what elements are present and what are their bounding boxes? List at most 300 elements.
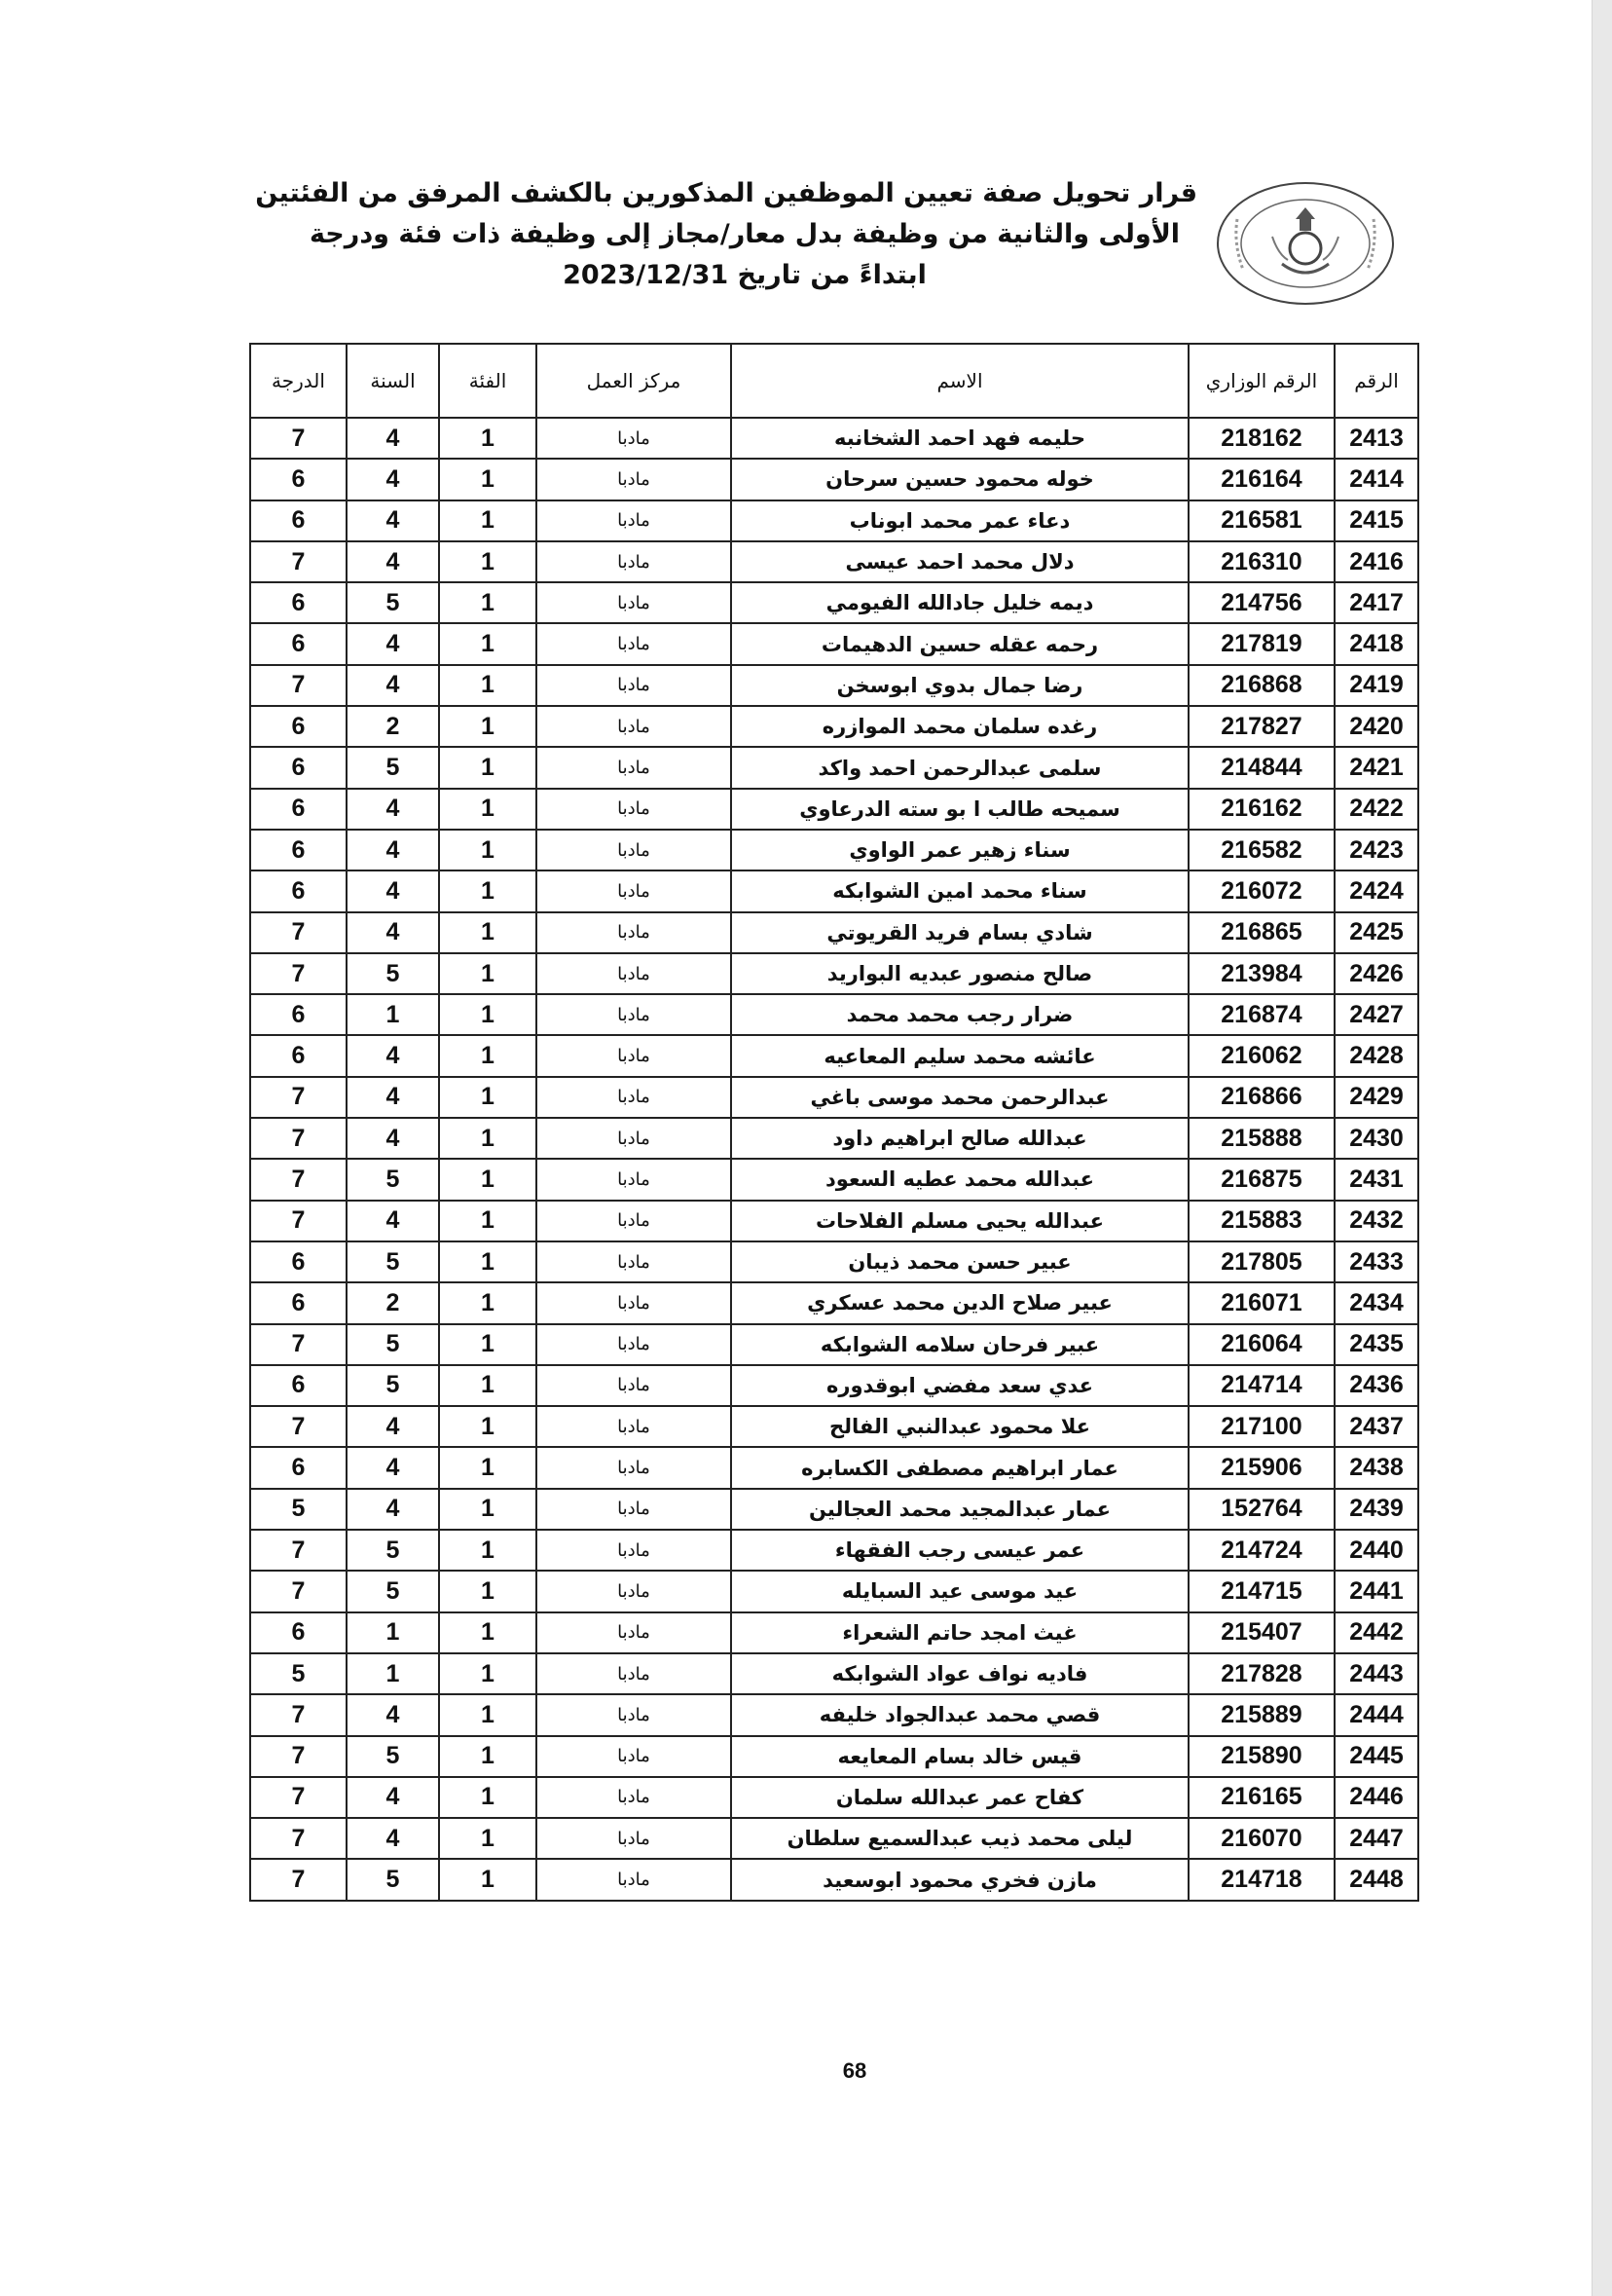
- table-row: [250, 789, 1418, 830]
- category-cell: 1: [439, 541, 536, 582]
- grade-cell: 6: [250, 870, 347, 911]
- table-row: [250, 1530, 1418, 1571]
- category-cell: 1: [439, 1324, 536, 1365]
- name-cell: عبير حسن محمد ذيبان: [731, 1241, 1189, 1282]
- header-year: السنة: [347, 344, 439, 418]
- serial-cell: 2417: [1335, 582, 1418, 623]
- grade-cell: 7: [250, 541, 347, 582]
- name-cell: عدي سعد مفضي ابوقدوره: [731, 1365, 1189, 1406]
- category-cell: 1: [439, 1201, 536, 1241]
- name-cell: عبدالله محمد عطيه السعود: [731, 1159, 1189, 1200]
- serial-cell: 2445: [1335, 1736, 1418, 1777]
- year-cell: 4: [347, 1118, 439, 1159]
- year-cell: 4: [347, 459, 439, 500]
- work-center-cell: مادبا: [536, 1571, 731, 1611]
- year-cell: 5: [347, 1241, 439, 1282]
- year-cell: 5: [347, 1365, 439, 1406]
- category-cell: 1: [439, 500, 536, 541]
- category-cell: 1: [439, 747, 536, 788]
- table-row: [250, 870, 1418, 911]
- ministry-number-cell: 152764: [1189, 1489, 1335, 1530]
- name-cell: عيد موسى عيد السبايله: [731, 1571, 1189, 1611]
- work-center-cell: مادبا: [536, 747, 731, 788]
- serial-cell: 2432: [1335, 1201, 1418, 1241]
- table-row: [250, 500, 1418, 541]
- year-cell: 5: [347, 582, 439, 623]
- serial-cell: 2437: [1335, 1406, 1418, 1447]
- serial-cell: 2424: [1335, 870, 1418, 911]
- name-cell: عبدالله صالح ابراهيم داود: [731, 1118, 1189, 1159]
- name-cell: مازن فخري محمود ابوسعيد: [731, 1859, 1189, 1900]
- ministry-number-cell: 216162: [1189, 789, 1335, 830]
- year-cell: 4: [347, 1818, 439, 1859]
- category-cell: 1: [439, 1406, 536, 1447]
- serial-cell: 2435: [1335, 1324, 1418, 1365]
- table-row: [250, 418, 1418, 459]
- grade-cell: 7: [250, 953, 347, 994]
- serial-cell: 2440: [1335, 1530, 1418, 1571]
- category-cell: 1: [439, 1077, 536, 1118]
- serial-cell: 2439: [1335, 1489, 1418, 1530]
- ministry-number-cell: 216310: [1189, 541, 1335, 582]
- name-cell: كفاح عمر عبدالله سلمان: [731, 1777, 1189, 1818]
- serial-cell: 2414: [1335, 459, 1418, 500]
- table-row: [250, 1612, 1418, 1653]
- serial-cell: 2448: [1335, 1859, 1418, 1900]
- name-cell: عبير فرحان سلامه الشوابكه: [731, 1324, 1189, 1365]
- name-cell: عبدالرحمن محمد موسى باغي: [731, 1077, 1189, 1118]
- table-row: [250, 1118, 1418, 1159]
- category-cell: 1: [439, 1159, 536, 1200]
- grade-cell: 6: [250, 789, 347, 830]
- serial-cell: 2418: [1335, 623, 1418, 664]
- name-cell: عمار عبدالمجيد محمد العجالين: [731, 1489, 1189, 1530]
- table-row: [250, 1406, 1418, 1447]
- header-category: الفئة: [439, 344, 536, 418]
- work-center-cell: مادبا: [536, 1118, 731, 1159]
- work-center-cell: مادبا: [536, 1077, 731, 1118]
- work-center-cell: مادبا: [536, 1406, 731, 1447]
- year-cell: 2: [347, 1282, 439, 1323]
- table-row: [250, 582, 1418, 623]
- category-cell: 1: [439, 582, 536, 623]
- category-cell: 1: [439, 1736, 536, 1777]
- serial-cell: 2416: [1335, 541, 1418, 582]
- ministry-number-cell: 215906: [1189, 1447, 1335, 1488]
- table-row: [250, 953, 1418, 994]
- grade-cell: 7: [250, 1118, 347, 1159]
- serial-cell: 2419: [1335, 665, 1418, 706]
- table-row: [250, 1653, 1418, 1694]
- name-cell: قصي محمد عبدالجواد خليفه: [731, 1694, 1189, 1735]
- year-cell: 5: [347, 747, 439, 788]
- table-row: [250, 1571, 1418, 1611]
- ministry-number-cell: 218162: [1189, 418, 1335, 459]
- grade-cell: 6: [250, 1241, 347, 1282]
- serial-cell: 2422: [1335, 789, 1418, 830]
- work-center-cell: مادبا: [536, 1530, 731, 1571]
- year-cell: 5: [347, 1159, 439, 1200]
- ministry-number-cell: 215888: [1189, 1118, 1335, 1159]
- grade-cell: 6: [250, 1612, 347, 1653]
- work-center-cell: مادبا: [536, 1489, 731, 1530]
- ministry-number-cell: 216868: [1189, 665, 1335, 706]
- name-cell: سناء محمد امين الشوابكه: [731, 870, 1189, 911]
- grade-cell: 7: [250, 1571, 347, 1611]
- ministry-number-cell: 216582: [1189, 830, 1335, 870]
- name-cell: رغده سلمان محمد الموازره: [731, 706, 1189, 747]
- serial-cell: 2442: [1335, 1612, 1418, 1653]
- table-row: [250, 459, 1418, 500]
- work-center-cell: مادبا: [536, 459, 731, 500]
- year-cell: 4: [347, 500, 439, 541]
- year-cell: 4: [347, 1406, 439, 1447]
- year-cell: 4: [347, 1077, 439, 1118]
- ministry-number-cell: 216164: [1189, 459, 1335, 500]
- serial-cell: 2431: [1335, 1159, 1418, 1200]
- work-center-cell: مادبا: [536, 870, 731, 911]
- ministry-number-cell: 216062: [1189, 1035, 1335, 1076]
- year-cell: 4: [347, 1777, 439, 1818]
- name-cell: دلال محمد احمد عيسى: [731, 541, 1189, 582]
- work-center-cell: مادبا: [536, 1694, 731, 1735]
- grade-cell: 6: [250, 1282, 347, 1323]
- category-cell: 1: [439, 1859, 536, 1900]
- grade-cell: 7: [250, 1324, 347, 1365]
- table-row: [250, 1694, 1418, 1735]
- ministry-number-cell: 213984: [1189, 953, 1335, 994]
- ministry-number-cell: 216581: [1189, 500, 1335, 541]
- grade-cell: 7: [250, 665, 347, 706]
- year-cell: 5: [347, 1571, 439, 1611]
- work-center-cell: مادبا: [536, 1282, 731, 1323]
- work-center-cell: مادبا: [536, 1447, 731, 1488]
- table-row: [250, 706, 1418, 747]
- table-row: [250, 747, 1418, 788]
- serial-cell: 2413: [1335, 418, 1418, 459]
- work-center-cell: مادبا: [536, 1241, 731, 1282]
- serial-cell: 2430: [1335, 1118, 1418, 1159]
- title-line-2: الأولى والثانية من وظيفة بدل معار/مجاز إلى وظيفة ذات فئة ودرجة: [309, 219, 1181, 249]
- name-cell: علا محمود عبدالنبي الفالح: [731, 1406, 1189, 1447]
- year-cell: 5: [347, 953, 439, 994]
- work-center-cell: مادبا: [536, 994, 731, 1035]
- year-cell: 4: [347, 870, 439, 911]
- year-cell: 4: [347, 1489, 439, 1530]
- year-cell: 4: [347, 912, 439, 953]
- work-center-cell: مادبا: [536, 623, 731, 664]
- year-cell: 1: [347, 1653, 439, 1694]
- grade-cell: 7: [250, 1859, 347, 1900]
- work-center-cell: مادبا: [536, 1365, 731, 1406]
- ministry-number-cell: 216875: [1189, 1159, 1335, 1200]
- header-work-center: مركز العمل: [536, 344, 731, 418]
- grade-cell: 6: [250, 1447, 347, 1488]
- work-center-cell: مادبا: [536, 912, 731, 953]
- year-cell: 2: [347, 706, 439, 747]
- category-cell: 1: [439, 1365, 536, 1406]
- serial-cell: 2415: [1335, 500, 1418, 541]
- grade-cell: 6: [250, 747, 347, 788]
- work-center-cell: مادبا: [536, 706, 731, 747]
- name-cell: عمار ابراهيم مصطفى الكسابره: [731, 1447, 1189, 1488]
- title-line-1: قرار تحويل صفة تعيين الموظفين المذكورين بالكشف المرفق من الفئتين: [255, 178, 1197, 208]
- category-cell: 1: [439, 665, 536, 706]
- table-row: [250, 1077, 1418, 1118]
- category-cell: 1: [439, 1035, 536, 1076]
- work-center-cell: مادبا: [536, 541, 731, 582]
- grade-cell: 5: [250, 1653, 347, 1694]
- scan-edge: [1592, 0, 1612, 2296]
- header-grade: الدرجة: [250, 344, 347, 418]
- year-cell: 4: [347, 665, 439, 706]
- employees-table: [249, 343, 1419, 1902]
- category-cell: 1: [439, 459, 536, 500]
- name-cell: سميحه طالب ا بو سته الدرعاوي: [731, 789, 1189, 830]
- title-line-3: ابتداءً من تاريخ 2023/12/31: [563, 260, 927, 290]
- serial-cell: 2438: [1335, 1447, 1418, 1488]
- table-row: [250, 912, 1418, 953]
- work-center-cell: مادبا: [536, 1159, 731, 1200]
- work-center-cell: مادبا: [536, 1201, 731, 1241]
- category-cell: 1: [439, 994, 536, 1035]
- category-cell: 1: [439, 1653, 536, 1694]
- ministry-number-cell: 216072: [1189, 870, 1335, 911]
- work-center-cell: مادبا: [536, 500, 731, 541]
- table-row: [250, 623, 1418, 664]
- year-cell: 1: [347, 994, 439, 1035]
- category-cell: 1: [439, 1241, 536, 1282]
- table-row: [250, 830, 1418, 870]
- category-cell: 1: [439, 1118, 536, 1159]
- grade-cell: 7: [250, 1159, 347, 1200]
- serial-cell: 2426: [1335, 953, 1418, 994]
- grade-cell: 7: [250, 418, 347, 459]
- name-cell: دعاء عمر محمد ابوناب: [731, 500, 1189, 541]
- name-cell: عبدالله يحيى مسلم الفلاحات: [731, 1201, 1189, 1241]
- grade-cell: 7: [250, 1406, 347, 1447]
- table-row: [250, 1324, 1418, 1365]
- category-cell: 1: [439, 912, 536, 953]
- name-cell: عائشه محمد سليم المعاعيه: [731, 1035, 1189, 1076]
- name-cell: غيث امجد حاتم الشعراء: [731, 1612, 1189, 1653]
- table-row: [250, 1035, 1418, 1076]
- year-cell: 1: [347, 1612, 439, 1653]
- grade-cell: 7: [250, 1694, 347, 1735]
- serial-cell: 2446: [1335, 1777, 1418, 1818]
- serial-cell: 2420: [1335, 706, 1418, 747]
- year-cell: 5: [347, 1736, 439, 1777]
- year-cell: 4: [347, 1035, 439, 1076]
- year-cell: 4: [347, 1201, 439, 1241]
- category-cell: 1: [439, 789, 536, 830]
- serial-cell: 2428: [1335, 1035, 1418, 1076]
- page-number: 68: [842, 2058, 867, 2083]
- table-row: [250, 1201, 1418, 1241]
- year-cell: 4: [347, 1447, 439, 1488]
- name-cell: خوله محمود حسين سرحان: [731, 459, 1189, 500]
- grade-cell: 6: [250, 582, 347, 623]
- serial-cell: 2425: [1335, 912, 1418, 953]
- table-row: [250, 1818, 1418, 1859]
- table-row: [250, 1859, 1418, 1900]
- name-cell: عمر عيسى رجب الفقهاء: [731, 1530, 1189, 1571]
- work-center-cell: مادبا: [536, 1818, 731, 1859]
- work-center-cell: مادبا: [536, 665, 731, 706]
- ministry-number-cell: 217828: [1189, 1653, 1335, 1694]
- grade-cell: 6: [250, 706, 347, 747]
- ministry-number-cell: 214715: [1189, 1571, 1335, 1611]
- name-cell: رضا جمال بدوي ابوسخن: [731, 665, 1189, 706]
- grade-cell: 6: [250, 459, 347, 500]
- name-cell: سلمى عبدالرحمن احمد واكد: [731, 747, 1189, 788]
- work-center-cell: مادبا: [536, 830, 731, 870]
- grade-cell: 7: [250, 1736, 347, 1777]
- name-cell: رحمه عقله حسين الدهيمات: [731, 623, 1189, 664]
- category-cell: 1: [439, 1694, 536, 1735]
- header-name: الاسم: [731, 344, 1189, 418]
- work-center-cell: مادبا: [536, 582, 731, 623]
- year-cell: 4: [347, 789, 439, 830]
- name-cell: عبير صلاح الدين محمد عسكري: [731, 1282, 1189, 1323]
- grade-cell: 7: [250, 1077, 347, 1118]
- ministry-number-cell: 216071: [1189, 1282, 1335, 1323]
- work-center-cell: مادبا: [536, 1736, 731, 1777]
- name-cell: حليمه فهد احمد الشخانبه: [731, 418, 1189, 459]
- serial-cell: 2427: [1335, 994, 1418, 1035]
- ministry-number-cell: 217827: [1189, 706, 1335, 747]
- work-center-cell: مادبا: [536, 789, 731, 830]
- ministry-number-cell: 216070: [1189, 1818, 1335, 1859]
- grade-cell: 6: [250, 500, 347, 541]
- grade-cell: 7: [250, 1530, 347, 1571]
- ministry-number-cell: 217819: [1189, 623, 1335, 664]
- ministry-number-cell: 216064: [1189, 1324, 1335, 1365]
- name-cell: فاديه نواف عواد الشوابكه: [731, 1653, 1189, 1694]
- serial-cell: 2441: [1335, 1571, 1418, 1611]
- header-serial: الرقم: [1335, 344, 1418, 418]
- grade-cell: 5: [250, 1489, 347, 1530]
- ministry-number-cell: 215890: [1189, 1736, 1335, 1777]
- category-cell: 1: [439, 1282, 536, 1323]
- name-cell: سناء زهير عمر الواوي: [731, 830, 1189, 870]
- category-cell: 1: [439, 830, 536, 870]
- grade-cell: 6: [250, 1365, 347, 1406]
- serial-cell: 2423: [1335, 830, 1418, 870]
- category-cell: 1: [439, 953, 536, 994]
- table-row: [250, 1777, 1418, 1818]
- header-ministry-number: الرقم الوزاري: [1189, 344, 1335, 418]
- work-center-cell: مادبا: [536, 1324, 731, 1365]
- table-row: [250, 1736, 1418, 1777]
- serial-cell: 2444: [1335, 1694, 1418, 1735]
- year-cell: 4: [347, 623, 439, 664]
- year-cell: 4: [347, 1694, 439, 1735]
- work-center-cell: مادبا: [536, 953, 731, 994]
- ministry-number-cell: 216165: [1189, 1777, 1335, 1818]
- table-row: [250, 665, 1418, 706]
- year-cell: 5: [347, 1859, 439, 1900]
- ministry-number-cell: 214724: [1189, 1530, 1335, 1571]
- category-cell: 1: [439, 1818, 536, 1859]
- category-cell: 1: [439, 1447, 536, 1488]
- serial-cell: 2436: [1335, 1365, 1418, 1406]
- grade-cell: 6: [250, 830, 347, 870]
- ministry-number-cell: 216865: [1189, 912, 1335, 953]
- ministry-number-cell: 216874: [1189, 994, 1335, 1035]
- serial-cell: 2447: [1335, 1818, 1418, 1859]
- grade-cell: 6: [250, 1035, 347, 1076]
- category-cell: 1: [439, 1612, 536, 1653]
- ministry-number-cell: 214714: [1189, 1365, 1335, 1406]
- year-cell: 5: [347, 1324, 439, 1365]
- table-row: [250, 1447, 1418, 1488]
- serial-cell: 2443: [1335, 1653, 1418, 1694]
- year-cell: 5: [347, 1530, 439, 1571]
- ministry-number-cell: 215407: [1189, 1612, 1335, 1653]
- ministry-number-cell: 214718: [1189, 1859, 1335, 1900]
- name-cell: شادي بسام فريد القريوتي: [731, 912, 1189, 953]
- serial-cell: 2421: [1335, 747, 1418, 788]
- ministry-number-cell: 217100: [1189, 1406, 1335, 1447]
- ministry-number-cell: 214756: [1189, 582, 1335, 623]
- ministry-emblem-icon: [1214, 180, 1397, 307]
- ministry-number-cell: 217805: [1189, 1241, 1335, 1282]
- name-cell: ليلى محمد ذيب عبدالسميع سلطان: [731, 1818, 1189, 1859]
- grade-cell: 7: [250, 1818, 347, 1859]
- work-center-cell: مادبا: [536, 1653, 731, 1694]
- grade-cell: 7: [250, 912, 347, 953]
- work-center-cell: مادبا: [536, 1859, 731, 1900]
- grade-cell: 7: [250, 1777, 347, 1818]
- ministry-number-cell: 215883: [1189, 1201, 1335, 1241]
- category-cell: 1: [439, 623, 536, 664]
- ministry-number-cell: 215889: [1189, 1694, 1335, 1735]
- document-title: [255, 173, 1197, 296]
- table-row: [250, 541, 1418, 582]
- category-cell: 1: [439, 870, 536, 911]
- table-row: [250, 1159, 1418, 1200]
- table-row: [250, 994, 1418, 1035]
- grade-cell: 6: [250, 994, 347, 1035]
- category-cell: 1: [439, 1489, 536, 1530]
- year-cell: 4: [347, 418, 439, 459]
- name-cell: قيس خالد بسام المعايعه: [731, 1736, 1189, 1777]
- category-cell: 1: [439, 1571, 536, 1611]
- table-row: [250, 1365, 1418, 1406]
- category-cell: 1: [439, 1777, 536, 1818]
- work-center-cell: مادبا: [536, 418, 731, 459]
- category-cell: 1: [439, 1530, 536, 1571]
- work-center-cell: مادبا: [536, 1035, 731, 1076]
- grade-cell: 7: [250, 1201, 347, 1241]
- category-cell: 1: [439, 706, 536, 747]
- table-header-row: [250, 344, 1418, 418]
- grade-cell: 6: [250, 623, 347, 664]
- work-center-cell: مادبا: [536, 1777, 731, 1818]
- table-row: [250, 1282, 1418, 1323]
- name-cell: ديمه خليل جادالله الفيومي: [731, 582, 1189, 623]
- year-cell: 4: [347, 830, 439, 870]
- table-row: [250, 1241, 1418, 1282]
- category-cell: 1: [439, 418, 536, 459]
- serial-cell: 2429: [1335, 1077, 1418, 1118]
- name-cell: صالح منصور عبديه البواريد: [731, 953, 1189, 994]
- table-row: [250, 1489, 1418, 1530]
- name-cell: ضرار رجب محمد محمد: [731, 994, 1189, 1035]
- serial-cell: 2433: [1335, 1241, 1418, 1282]
- year-cell: 4: [347, 541, 439, 582]
